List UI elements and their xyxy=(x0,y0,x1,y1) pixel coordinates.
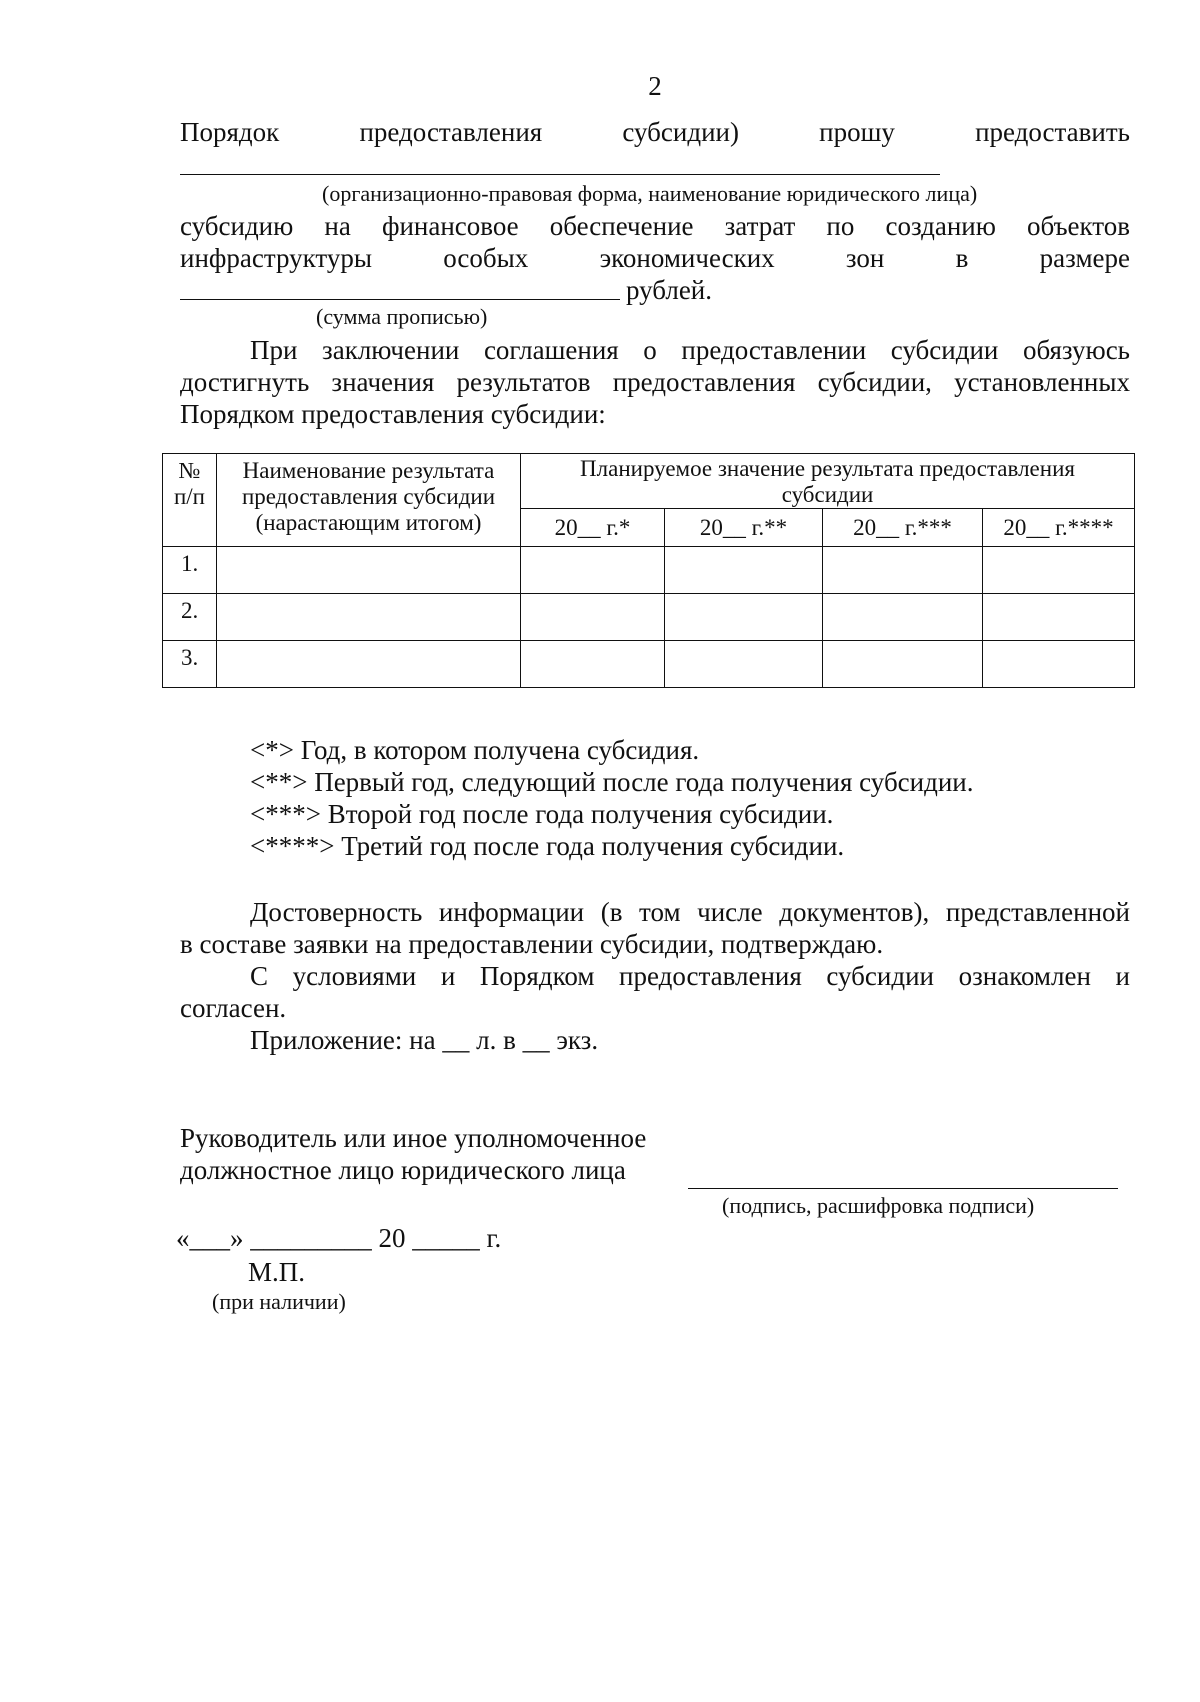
rubles-label: рублей. xyxy=(626,275,713,305)
confirmation-line-4: согласен. xyxy=(180,993,287,1023)
intro-word: Порядок xyxy=(180,117,280,147)
table-row xyxy=(163,547,1135,594)
table-row xyxy=(163,594,1135,641)
col-num-header: № п/п xyxy=(163,454,217,547)
confirmation-line-3: С условиями и Порядком предоставления субсидии ознакомлен и xyxy=(250,961,1130,991)
stamp-note: (при наличии) xyxy=(212,1289,346,1314)
row-number: 3. xyxy=(163,641,217,688)
footnote: <*> Год, в котором получена субсидия. xyxy=(250,735,700,765)
intro-word: экономических xyxy=(599,243,775,273)
footnote: <****> Третий год после года получения субсидии. xyxy=(250,831,845,861)
year-value-cell xyxy=(823,547,983,594)
year-value-cell xyxy=(983,594,1135,641)
signature-caption: (подпись, расшифровка подписи) xyxy=(722,1193,1035,1218)
commitment-line-3: Порядком предоставления субсидии: xyxy=(180,399,606,429)
year-header: 20__ г.** xyxy=(665,509,823,547)
intro-word: особых xyxy=(443,243,529,273)
col-name-header: Наименование результата предоставления субсидии (нарастающим итогом) xyxy=(217,454,521,547)
year-value-cell xyxy=(665,641,823,688)
intro-word: размере xyxy=(1039,243,1130,273)
year-value-cell xyxy=(983,547,1135,594)
footnote: <***> Второй год после года получения субсидии. xyxy=(250,799,834,829)
confirmation-line-1: Достоверность информации (в том числе документов), представленной xyxy=(250,897,1130,927)
row-number: 2. xyxy=(163,594,217,641)
year-value-cell xyxy=(823,641,983,688)
intro-word: прошу xyxy=(819,117,895,147)
sum-blank-line xyxy=(180,299,620,300)
intro-word: в xyxy=(955,243,969,273)
org-blank-line xyxy=(180,174,940,175)
year-value-cell xyxy=(983,641,1135,688)
year-value-cell xyxy=(665,594,823,641)
org-caption: (организационно-правовая форма, наименование юридического лица) xyxy=(322,181,978,206)
intro-line-3 xyxy=(180,242,1130,274)
year-value-cell xyxy=(521,547,665,594)
table-row xyxy=(163,641,1135,688)
result-name-cell xyxy=(217,641,521,688)
intro-line-2: субсидию на финансовое обеспечение затрат по созданию объектов xyxy=(180,211,1130,241)
stamp-label: М.П. xyxy=(248,1257,306,1287)
intro-line-1 xyxy=(180,116,1130,148)
commitment-line-2: достигнуть значения результатов предоставления субсидии, установленных xyxy=(180,367,1130,397)
year-value-cell xyxy=(521,594,665,641)
signer-line-1: Руководитель или иное уполномоченное xyxy=(180,1123,647,1153)
year-header: 20__ г.* xyxy=(521,509,665,547)
confirmation-line-2: в составе заявки на предоставлении субсидии, подтверждаю. xyxy=(180,929,884,959)
sum-caption: (сумма прописью) xyxy=(316,304,488,329)
attachment-line: Приложение: на __ л. в __ экз. xyxy=(250,1025,599,1055)
year-value-cell xyxy=(521,641,665,688)
footnote: <**> Первый год, следующий после года получения субсидии. xyxy=(250,767,974,797)
year-header: 20__ г.**** xyxy=(983,509,1135,547)
intro-word: предоставить xyxy=(975,117,1130,147)
signer-line-2: должностное лицо юридического лица xyxy=(180,1155,626,1185)
intro-word: предоставления xyxy=(359,117,543,147)
page-number: 2 xyxy=(648,71,662,101)
commitment-line-1: При заключении соглашения о предоставлении субсидии обязуюсь xyxy=(250,335,1130,365)
signature-blank-line xyxy=(688,1188,1118,1189)
intro-word: зон xyxy=(845,243,885,273)
result-name-cell xyxy=(217,547,521,594)
year-value-cell xyxy=(665,547,823,594)
date-line: «___» _________ 20 _____ г. xyxy=(176,1223,502,1253)
col-plan-header: Планируемое значение результата предоставления субсидии xyxy=(521,454,1135,509)
year-header: 20__ г.*** xyxy=(823,509,983,547)
intro-word: субсидии) xyxy=(622,117,739,147)
result-name-cell xyxy=(217,594,521,641)
row-number: 1. xyxy=(163,547,217,594)
year-value-cell xyxy=(823,594,983,641)
intro-word: инфраструктуры xyxy=(180,243,372,273)
results-table xyxy=(162,453,1135,688)
